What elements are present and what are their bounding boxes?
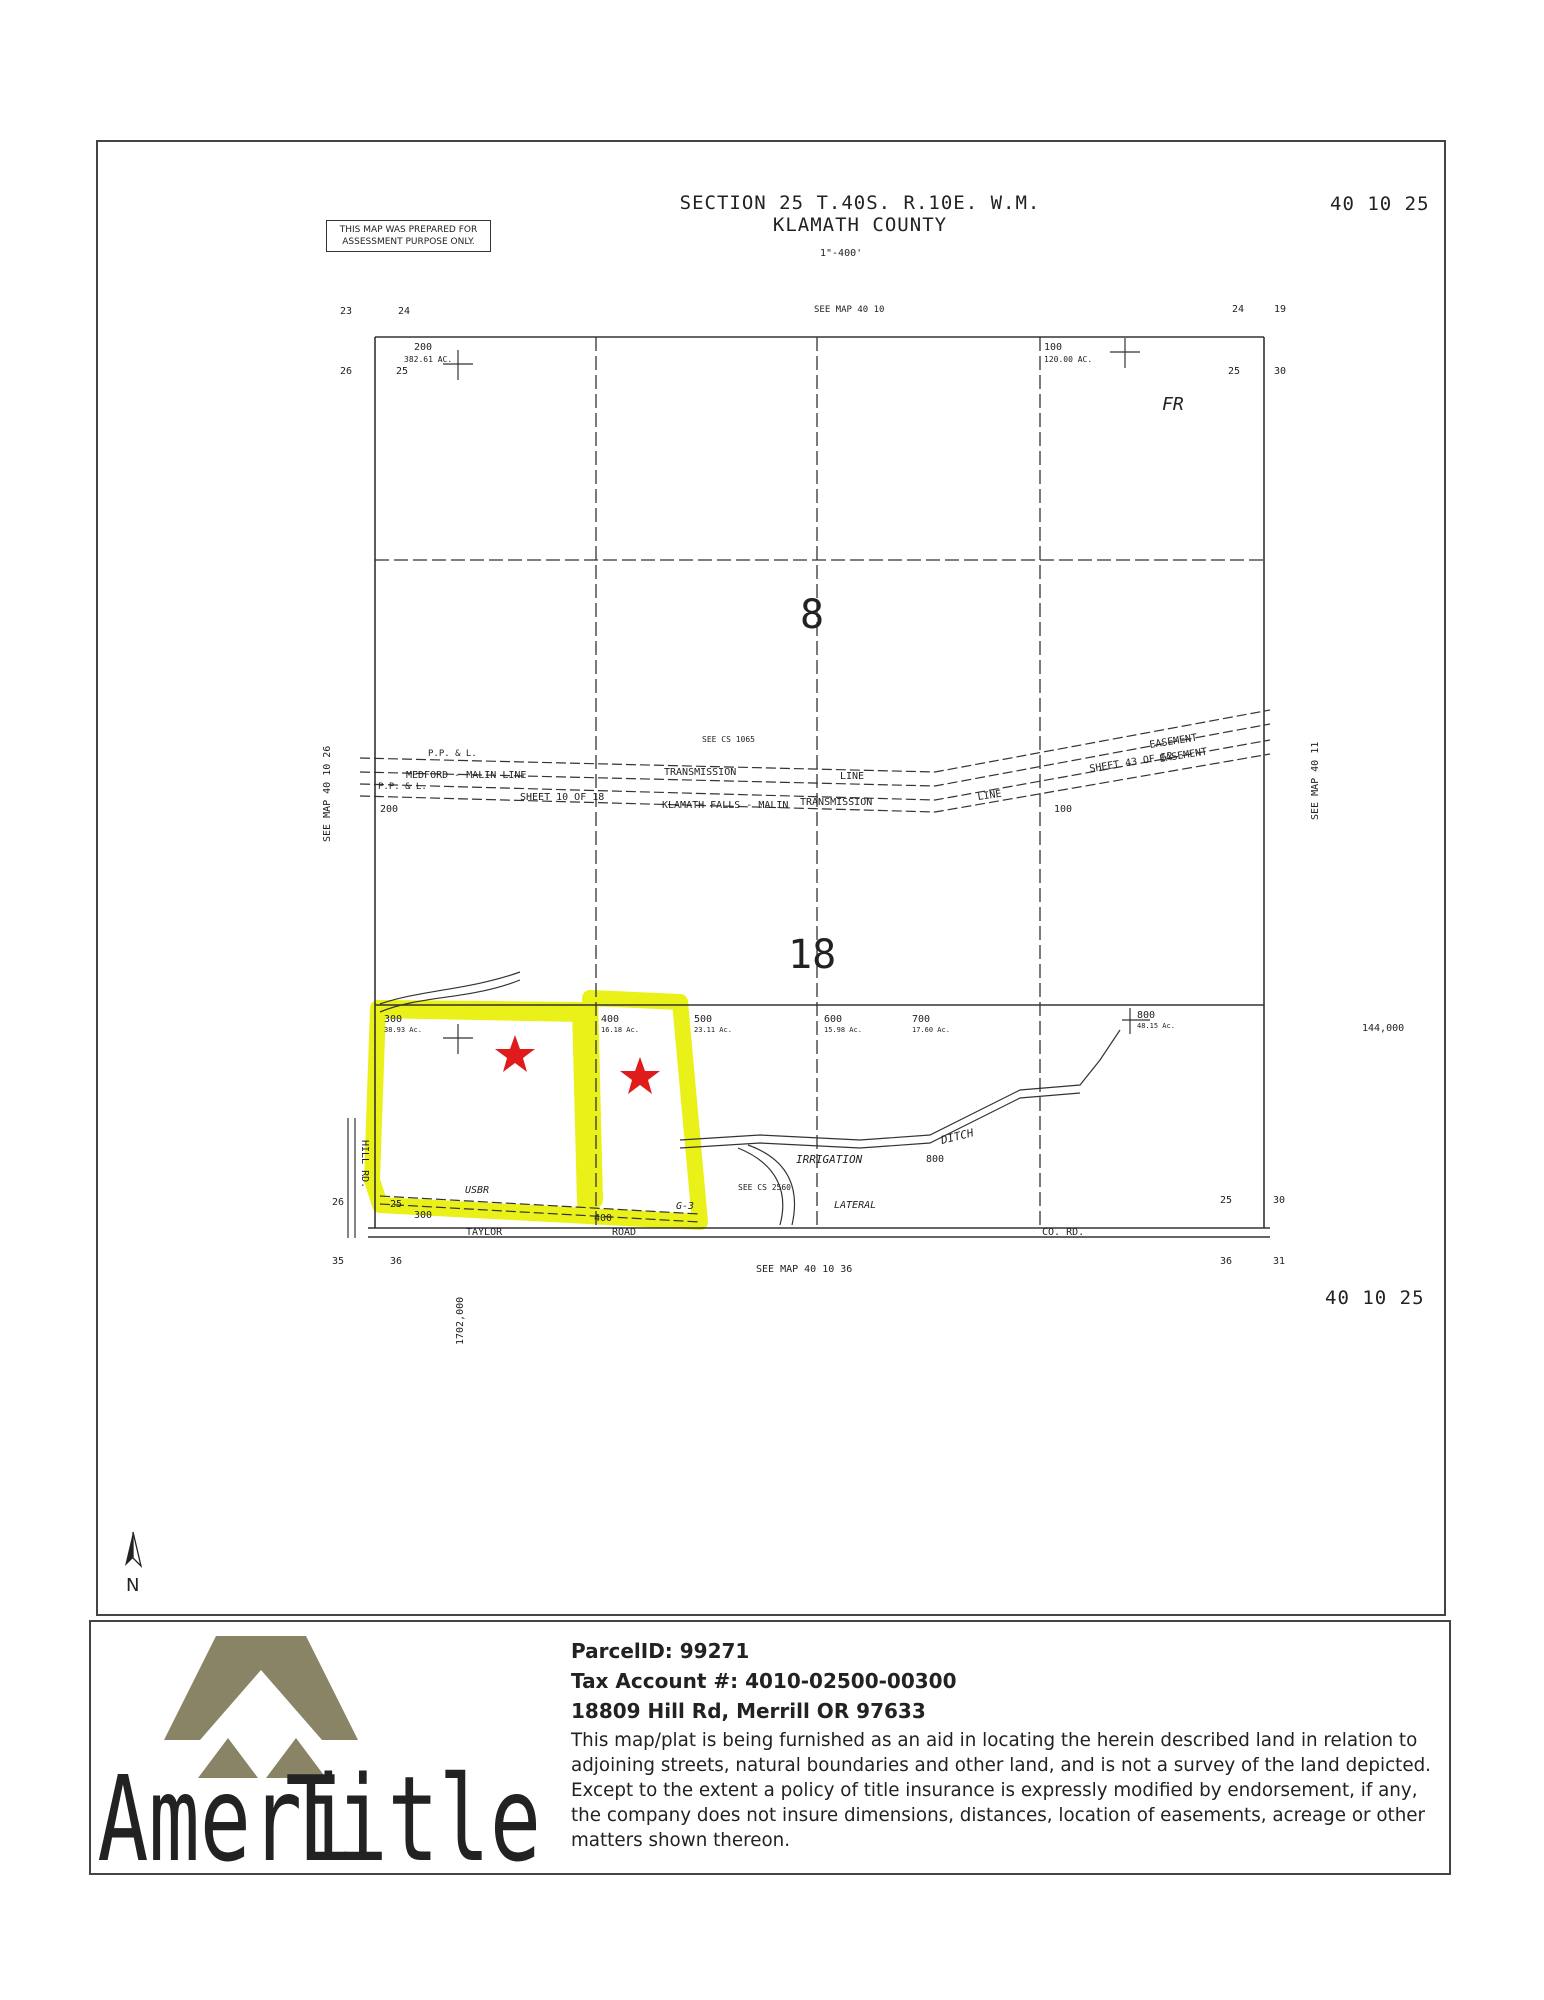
map-label: 700 xyxy=(912,1014,931,1025)
map-label: 23.11 Ac. xyxy=(694,1026,732,1034)
section-number-18: 18 xyxy=(788,932,837,978)
amerititle-logo xyxy=(96,1628,566,1868)
coord-right: 144,000 xyxy=(1362,1023,1405,1034)
map-label: SHEET 43 OF 52 xyxy=(1088,750,1174,775)
map-label: ROAD xyxy=(612,1227,637,1238)
map-label: 17.60 Ac. xyxy=(912,1026,950,1034)
map-label: 30 xyxy=(1274,366,1287,377)
map-label: 382.61 AC. xyxy=(404,355,453,364)
map-label: LINE xyxy=(976,788,1003,803)
map-label: P.P. & L. xyxy=(428,749,477,759)
map-label: 25 xyxy=(390,1199,403,1210)
map-label: USBR xyxy=(465,1185,490,1196)
section-number-8: 8 xyxy=(800,592,825,638)
map-label: P.P. & L. xyxy=(378,782,427,792)
map-label: TRANSMISSION xyxy=(800,797,873,808)
map-label: 400 xyxy=(601,1014,620,1025)
map-label: 500 xyxy=(694,1014,713,1025)
parcel-info xyxy=(571,1636,1431,1853)
map-label: 25 xyxy=(1228,366,1241,377)
map-label: G-3 xyxy=(676,1201,695,1212)
logo-part1: Ameri xyxy=(97,1752,354,1868)
map-label: 16.18 Ac. xyxy=(601,1026,639,1034)
map-label: 120.00 AC. xyxy=(1044,355,1093,364)
parcel-address: 18809 Hill Rd, Merrill OR 97633 xyxy=(571,1699,926,1723)
see-map-top: SEE MAP 40 10 xyxy=(814,305,885,315)
see-map-left: SEE MAP 40 10 26 xyxy=(322,745,333,842)
map-label: IRRIGATION xyxy=(796,1153,863,1166)
map-label: 23 xyxy=(340,306,353,317)
map-label: 15.98 Ac. xyxy=(824,1026,862,1034)
logo-mark xyxy=(96,1628,566,1868)
see-map-right: SEE MAP 40 11 xyxy=(1310,741,1321,820)
map-label: 38.93 Ac. xyxy=(384,1026,422,1034)
map-code-bottom: 40 10 25 xyxy=(1325,1287,1425,1309)
map-label: 35 xyxy=(332,1256,345,1267)
map-label: 200 xyxy=(414,342,433,353)
map-label: 48.15 Ac. xyxy=(1137,1022,1175,1030)
map-label: 19 xyxy=(1274,304,1287,315)
map-label: HILL RD. xyxy=(359,1140,370,1189)
map-label: SHEET 10 OF 18 xyxy=(520,792,605,803)
map-code-top: 40 10 25 xyxy=(1330,193,1430,215)
map-label: 800 xyxy=(926,1154,945,1165)
map-label: TRANSMISSION xyxy=(664,767,737,778)
map-label: 24 xyxy=(398,306,411,317)
map-label: MEDFORD - MALIN LINE xyxy=(406,770,527,781)
map-label: 36 xyxy=(1220,1256,1233,1267)
map-label: 300 xyxy=(384,1014,403,1025)
map-label: EASEMENT xyxy=(1148,732,1199,751)
map-label: LINE xyxy=(840,771,865,782)
title-county: KLAMATH COUNTY xyxy=(772,214,948,236)
map-label: 600 xyxy=(824,1014,843,1025)
map-scale: 1"-400' xyxy=(820,248,863,259)
north-arrow xyxy=(122,1530,152,1596)
map-label: 31 xyxy=(1273,1256,1286,1267)
map-label: 36 xyxy=(390,1256,403,1267)
star-marker xyxy=(620,1057,660,1094)
map-label: KLAMATH FALLS - MALIN xyxy=(662,800,789,811)
map-label: 200 xyxy=(380,804,399,815)
map-label: 25 xyxy=(1220,1195,1233,1206)
disclaimer-text: This map/plat is being furnished as an aid in locating the herein described land in relation to adjoining streets, natural boundaries and other land, and is not a survey of the land depicted. Except to the extent a policy of title insurance is expressly modified by endorsement, if any, the company does not insure dimensions, distances, location of easements, acreage or other matters shown thereon. xyxy=(571,1730,1431,1851)
map-label: 30 xyxy=(1273,1195,1286,1206)
map-label: 800 xyxy=(1137,1010,1156,1021)
map-label: 24 xyxy=(1232,304,1245,315)
north-label: N xyxy=(126,1575,140,1596)
map-label: 25 xyxy=(396,366,409,377)
fr-label: FR xyxy=(1162,394,1184,415)
see-map-bottom: SEE MAP 40 10 36 xyxy=(756,1264,853,1275)
map-label: TAYLOR xyxy=(466,1227,503,1238)
parcel-id: ParcelID: 99271 xyxy=(571,1639,750,1663)
logo-part2: Title xyxy=(285,1752,542,1868)
map-label: 26 xyxy=(332,1197,345,1208)
map-label: DITCH xyxy=(939,1126,975,1147)
map-label: 400 xyxy=(594,1213,613,1224)
tax-account: Tax Account #: 4010-02500-00300 xyxy=(571,1669,957,1693)
star-marker xyxy=(495,1035,535,1072)
north-arrow-icon xyxy=(122,1530,152,1570)
map-label: CO. RD. xyxy=(1042,1227,1085,1238)
map-label: 100 xyxy=(1044,342,1063,353)
map-label: SEE CS 2560 xyxy=(738,1183,791,1192)
map-label: LATERAL xyxy=(834,1200,877,1211)
title-section: SECTION 25 T.40S. R.10E. W.M. xyxy=(679,192,1041,214)
map-label: SEE CS 1065 xyxy=(702,735,755,744)
map-label: EASEMENT xyxy=(1158,746,1209,765)
coord-bottom: 1702,000 xyxy=(455,1296,466,1345)
map-label: 26 xyxy=(340,366,353,377)
assessment-note: THIS MAP WAS PREPARED FOR ASSESSMENT PURPOSE ONLY. xyxy=(326,220,491,252)
map-label: 300 xyxy=(414,1210,433,1221)
map-label: 100 xyxy=(1054,804,1073,815)
